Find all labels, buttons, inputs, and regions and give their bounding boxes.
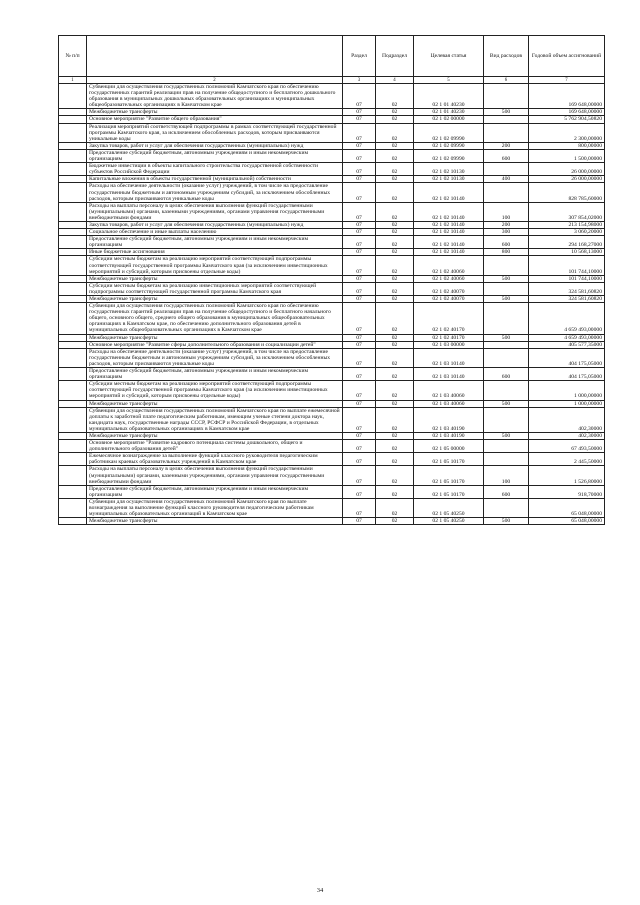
cell-section: 07 [343,466,376,485]
cell-section: 07 [343,282,376,295]
table-row [59,453,605,466]
cell-num [59,381,87,400]
cell-amount: 1 000,00000 [529,400,605,407]
cell-amount: 26 000,00000 [529,163,605,176]
cell-name: Предоставление субсидий бюджетным, автономным учреждениям и иным некоммерческим организациям [87,149,343,162]
cell-name: Расходы на обеспечение деятельности (оказание услуг) учреждений, в том числе на предоставление государственным бюджетным и автономным учреждениям субсидий, за исключением обособленных расходов, которым присваиваются уникальные коды [87,183,343,202]
cell-exptype [484,341,529,348]
cell-amount: 918,70000 [529,485,605,498]
cell-target: 02 1 02 40170 [414,334,484,341]
cell-amount: 404 175,05000 [529,348,605,367]
cell-target: 02 1 02 40070 [414,282,484,295]
cell-num [59,341,87,348]
table-row [59,256,605,275]
cell-section: 07 [343,368,376,381]
header-target: Целевая статья [414,36,484,77]
cell-subsection: 02 [376,407,414,432]
cell-target: 02 1 01 40230 [414,109,484,116]
cell-section: 07 [343,116,376,123]
cell-target: 02 1 02 40060 [414,256,484,275]
cell-subsection: 02 [376,400,414,407]
cell-target: 02 1 05 00000 [414,440,484,453]
cell-exptype: 600 [484,149,529,162]
cell-section: 07 [343,142,376,149]
cell-subsection: 02 [376,440,414,453]
cell-exptype: 400 [484,176,529,183]
cell-subsection: 02 [376,381,414,400]
cell-target: 02 1 02 09990 [414,142,484,149]
cell-num [59,123,87,142]
table-row [59,123,605,142]
cell-subsection: 02 [376,341,414,348]
table-row [59,221,605,228]
cell-amount: 10 568,13000 [529,249,605,256]
cell-name: Предоставление субсидий бюджетным, автономным учреждениям и иным некоммерческим организациям [87,368,343,381]
cell-amount: 2 445,50000 [529,453,605,466]
cell-section: 07 [343,249,376,256]
table-row [59,498,605,517]
table-row [59,466,605,485]
cell-name: Межбюджетные трансферты [87,400,343,407]
cell-name: Иные бюджетные ассигнования [87,249,343,256]
cell-section: 07 [343,176,376,183]
cell-subsection: 02 [376,256,414,275]
cell-name: Субвенции для осуществления государственных полномочий Камчатского края по обеспечению государственных гарантий реализации прав на получение общедоступного и бесплатного дошкольного образования в муниципальных дошкольных образовательных организациях и муниципальных общеобразовательных организациях в Камчатском крае [87,84,343,109]
cell-amount: 3 060,20000 [529,229,605,236]
cell-section: 07 [343,407,376,432]
cell-target: 02 1 02 40070 [414,296,484,303]
cell-amount: 101 744,10000 [529,256,605,275]
cell-subsection: 02 [376,149,414,162]
cell-subsection: 02 [376,282,414,295]
cell-section: 07 [343,296,376,303]
cell-name: Субсидии местным бюджетам на реализацию мероприятий соответствующей подпрограммы соответствующей государственной программы Камчатского края (за исключением инвестиционных мероприятий и субсидий, которым присвоены отдельные коды) [87,381,343,400]
cell-num [59,109,87,116]
cell-target: 02 1 02 10140 [414,221,484,228]
cell-subsection: 02 [376,229,414,236]
cell-amount: 1 500,00000 [529,149,605,162]
cell-name: Бюджетные инвестиции в объекты капитального строительства государственной собственности субъектов Российской Федерации [87,163,343,176]
cell-exptype [484,498,529,517]
cell-name: Субсидии местным бюджетам на реализацию мероприятий соответствующей подпрограммы соответствующей государственной программы Камчатского края (за исключением инвестиционных мероприятий и субсидий, которым присвоены отдельные коды) [87,256,343,275]
cell-section: 07 [343,84,376,109]
cell-subsection: 02 [376,453,414,466]
cell-name: Реализация мероприятий соответствующей подпрограммы в рамках соответствующей государственной программы Камчатского края, за исключением обособленных расходов, которым присваиваются уникальные коды [87,123,343,142]
cell-target: 02 1 05 10170 [414,466,484,485]
cell-amount: 402,30000 [529,432,605,439]
cell-subsection: 02 [376,236,414,249]
cell-exptype: 600 [484,236,529,249]
cell-subsection: 02 [376,183,414,202]
cell-amount: 404 175,05000 [529,368,605,381]
cell-exptype [484,440,529,453]
cell-exptype: 600 [484,485,529,498]
table-row [59,249,605,256]
page-number: 34 [316,887,324,894]
cell-name: Субвенции для осуществления государственных полномочий Камчатского края по выплате вознаграждения за выполнение функций классного руководителя педагогическим работникам муниципальных образовательных организаций в Камчатском крае [87,498,343,517]
header-subsection: Подраздел [376,36,414,77]
cell-subsection: 02 [376,296,414,303]
cell-amount: 294 168,27000 [529,236,605,249]
cell-amount: 800,00000 [529,142,605,149]
cell-section: 07 [343,348,376,367]
cell-exptype [484,123,529,142]
table-row [59,381,605,400]
cell-subsection: 02 [376,303,414,334]
cell-subsection: 02 [376,123,414,142]
cell-name: Капитальные вложения в объекты государственной (муниципальной) собственности [87,176,343,183]
cell-amount: 828 785,60000 [529,183,605,202]
cell-exptype [484,453,529,466]
cell-exptype [484,183,529,202]
cell-subsection: 02 [376,518,414,525]
cell-target: 02 1 05 40250 [414,498,484,517]
cell-num [59,163,87,176]
header-exptype: Вид расходов [484,36,529,77]
cell-name: Основное мероприятие "Развитие сферы дополнительного образования и социализации детей" [87,341,343,348]
cell-exptype [484,256,529,275]
table-row [59,236,605,249]
cell-exptype: 100 [484,202,529,221]
table-row [59,407,605,432]
cell-name: Расходы на выплаты персоналу в целях обеспечения выполнения функций государственными (муниципальными) органами, казенными учреждениями, органами управления государственными внебюджетными фондами [87,202,343,221]
column-number-row [59,77,605,84]
table-row [59,183,605,202]
cell-exptype: 100 [484,466,529,485]
cell-amount: 5 762 904,50820 [529,116,605,123]
column-number: 3 [343,77,376,84]
table-row [59,303,605,334]
cell-amount: 4 659 493,00000 [529,303,605,334]
cell-amount: 101 744,10000 [529,275,605,282]
cell-amount: 324 581,60820 [529,296,605,303]
cell-target: 02 1 02 00000 [414,116,484,123]
cell-name: Межбюджетные трансферты [87,109,343,116]
cell-exptype [484,381,529,400]
cell-amount: 65 048,00000 [529,518,605,525]
cell-section: 07 [343,109,376,116]
cell-subsection: 02 [376,84,414,109]
table-header-row [59,36,605,77]
cell-exptype: 500 [484,296,529,303]
cell-name: Закупка товаров, работ и услуг для обеспечения государственных (муниципальных) нужд [87,142,343,149]
cell-amount: 2 300,00000 [529,123,605,142]
cell-amount: 67 493,50000 [529,440,605,453]
cell-section: 07 [343,221,376,228]
cell-section: 07 [343,202,376,221]
cell-target: 02 1 03 40190 [414,432,484,439]
table-row [59,142,605,149]
cell-num [59,407,87,432]
cell-target: 02 1 02 10130 [414,176,484,183]
cell-name: Межбюджетные трансферты [87,432,343,439]
cell-num [59,466,87,485]
column-number: 2 [87,77,343,84]
cell-num [59,176,87,183]
cell-target: 02 1 02 40170 [414,303,484,334]
cell-amount: 1 526,80000 [529,466,605,485]
cell-num [59,485,87,498]
cell-target: 02 1 03 40060 [414,381,484,400]
table-row [59,296,605,303]
column-number: 1 [59,77,87,84]
cell-exptype: 600 [484,368,529,381]
cell-section: 07 [343,498,376,517]
cell-subsection: 02 [376,163,414,176]
cell-name: Субсидии местным бюджетам на реализацию инвестиционных мероприятий соответствующей подпрограммы соответствующей государственной программы Камчатского края [87,282,343,295]
cell-section: 07 [343,485,376,498]
table-row [59,176,605,183]
table-row [59,368,605,381]
cell-target: 02 1 02 40060 [414,275,484,282]
cell-exptype [484,348,529,367]
cell-num [59,432,87,439]
cell-target: 02 1 03 00000 [414,341,484,348]
cell-num [59,275,87,282]
cell-num [59,368,87,381]
cell-section: 07 [343,229,376,236]
cell-num [59,256,87,275]
cell-section: 07 [343,381,376,400]
cell-subsection: 02 [376,334,414,341]
header-amount: Годовой объем ассигнований [529,36,605,77]
cell-section: 07 [343,236,376,249]
cell-target: 02 1 05 40250 [414,518,484,525]
cell-num [59,348,87,367]
column-number: 7 [529,77,605,84]
cell-target: 02 1 02 10140 [414,249,484,256]
table-row [59,400,605,407]
cell-num [59,84,87,109]
cell-amount: 213 154,98000 [529,221,605,228]
cell-num [59,116,87,123]
column-number: 6 [484,77,529,84]
cell-target: 02 1 03 40190 [414,407,484,432]
table-row [59,440,605,453]
cell-section: 07 [343,440,376,453]
column-number: 5 [414,77,484,84]
cell-target: 02 1 02 10140 [414,183,484,202]
cell-target: 02 1 02 09990 [414,123,484,142]
cell-name: Ежемесячное вознаграждение за выполнение функций классного руководителя педагогическим работникам краевых образовательных учреждений в Камчатском крае [87,453,343,466]
cell-section: 07 [343,341,376,348]
cell-exptype: 500 [484,334,529,341]
cell-section: 07 [343,275,376,282]
cell-exptype: 200 [484,142,529,149]
cell-section: 07 [343,303,376,334]
cell-name: Предоставление субсидий бюджетным, автономным учреждениям и иным некоммерческим организациям [87,236,343,249]
cell-name: Основное мероприятие "Развитие общего образования" [87,116,343,123]
cell-name: Межбюджетные трансферты [87,296,343,303]
cell-target: 02 1 03 40060 [414,400,484,407]
cell-name: Предоставление субсидий бюджетным, автономным учреждениям и иным некоммерческим организациям [87,485,343,498]
cell-target: 02 1 01 40230 [414,84,484,109]
cell-target: 02 1 02 10140 [414,236,484,249]
cell-num [59,282,87,295]
table-row [59,229,605,236]
cell-subsection: 02 [376,498,414,517]
cell-num [59,296,87,303]
cell-subsection: 02 [376,176,414,183]
cell-exptype: 500 [484,400,529,407]
cell-target: 02 1 02 09990 [414,149,484,162]
cell-target: 02 1 02 10140 [414,229,484,236]
table-row [59,109,605,116]
table-row [59,202,605,221]
cell-exptype: 500 [484,109,529,116]
cell-name: Межбюджетные трансферты [87,334,343,341]
cell-name: Расходы на обеспечение деятельности (оказание услуг) учреждений, в том числе на предоставление государственным бюджетным и автономным учреждениям субсидий, за исключением обособленных расходов, которым присваиваются уникальные коды [87,348,343,367]
cell-section: 07 [343,334,376,341]
cell-num [59,183,87,202]
cell-exptype: 800 [484,249,529,256]
cell-name: Закупка товаров, работ и услуг для обеспечения государственных (муниципальных) нужд [87,221,343,228]
cell-exptype [484,116,529,123]
cell-name: Социальное обеспечение и иные выплаты населению [87,229,343,236]
table-row [59,334,605,341]
table-row [59,149,605,162]
cell-exptype [484,163,529,176]
table-row [59,485,605,498]
cell-amount: 169 648,00000 [529,84,605,109]
cell-target: 02 1 03 10140 [414,368,484,381]
cell-num [59,400,87,407]
cell-name: Субвенции для осуществления государственных полномочий Камчатского края по обеспечению государственных гарантий реализации прав на получение общедоступного и бесплатного начального общего, основного общего, среднего общего образования в муниципальных общеобразовательных организациях в Камчатском крае, по обеспечению дополнительного образования детей в муниципальных общеобразовательных организациях в Камчатском крае [87,303,343,334]
table-row [59,84,605,109]
cell-target: 02 1 02 10140 [414,202,484,221]
cell-subsection: 02 [376,221,414,228]
cell-num [59,236,87,249]
cell-num [59,303,87,334]
cell-section: 07 [343,163,376,176]
cell-exptype: 500 [484,432,529,439]
cell-exptype: 200 [484,221,529,228]
table-row [59,432,605,439]
cell-exptype: 500 [484,518,529,525]
budget-table [58,35,605,525]
cell-num [59,518,87,525]
cell-subsection: 02 [376,466,414,485]
cell-subsection: 02 [376,432,414,439]
cell-section: 07 [343,123,376,142]
cell-name: Расходы на выплаты персоналу в целях обеспечения выполнения функций государственными (муниципальными) органами, казенными учреждениями, органами управления государственными внебюджетными фондами [87,466,343,485]
header-name [87,36,343,77]
cell-num [59,249,87,256]
cell-amount: 1 000,00000 [529,381,605,400]
cell-subsection: 02 [376,109,414,116]
cell-amount: 169 648,00000 [529,109,605,116]
cell-num [59,440,87,453]
cell-exptype: 500 [484,275,529,282]
cell-subsection: 02 [376,142,414,149]
table-row [59,518,605,525]
cell-section: 07 [343,432,376,439]
table-row [59,163,605,176]
cell-amount: 402,30000 [529,407,605,432]
cell-exptype [484,407,529,432]
cell-subsection: 02 [376,116,414,123]
table-row [59,116,605,123]
table-row [59,348,605,367]
cell-num [59,334,87,341]
cell-name: Субвенции для осуществления государственных полномочий Камчатского края по выплате ежемесячной доплаты к заработной плате педагогическим работникам, имеющим ученые степени доктора наук, кандидата наук, государственные награды СССР, РСФСР и Российской Федерации, в отдельных муниципальных образовательных организациях в Камчатском крае [87,407,343,432]
cell-subsection: 02 [376,485,414,498]
cell-subsection: 02 [376,249,414,256]
cell-name: Межбюджетные трансферты [87,518,343,525]
table-row [59,282,605,295]
header-section: Раздел [343,36,376,77]
cell-amount: 65 048,00000 [529,498,605,517]
cell-subsection: 02 [376,275,414,282]
cell-target: 02 1 05 10170 [414,453,484,466]
cell-target: 02 1 05 10170 [414,485,484,498]
cell-num [59,221,87,228]
table-body [59,84,605,525]
cell-amount: 307 854,02000 [529,202,605,221]
cell-num [59,202,87,221]
cell-target: 02 1 02 10130 [414,163,484,176]
cell-num [59,149,87,162]
cell-subsection: 02 [376,348,414,367]
header-num: № п/п [59,36,87,77]
cell-section: 07 [343,183,376,202]
cell-name: Межбюджетные трансферты [87,275,343,282]
cell-name: Основное мероприятие "Развитие кадрового потенциала системы дошкольного, общего и дополнительного образования детей" [87,440,343,453]
cell-amount: 324 581,60820 [529,282,605,295]
cell-section: 07 [343,453,376,466]
column-number: 4 [376,77,414,84]
cell-section: 07 [343,256,376,275]
cell-amount: 405 577,35000 [529,341,605,348]
cell-exptype [484,282,529,295]
cell-section: 07 [343,149,376,162]
cell-target: 02 1 03 10140 [414,348,484,367]
cell-subsection: 02 [376,368,414,381]
table-row [59,341,605,348]
table-row [59,275,605,282]
cell-section: 07 [343,400,376,407]
cell-num [59,453,87,466]
cell-num [59,142,87,149]
cell-exptype [484,84,529,109]
cell-num [59,498,87,517]
cell-exptype [484,303,529,334]
cell-exptype: 300 [484,229,529,236]
cell-amount: 26 000,00000 [529,176,605,183]
cell-subsection: 02 [376,202,414,221]
cell-amount: 4 659 493,00000 [529,334,605,341]
cell-num [59,229,87,236]
cell-section: 07 [343,518,376,525]
